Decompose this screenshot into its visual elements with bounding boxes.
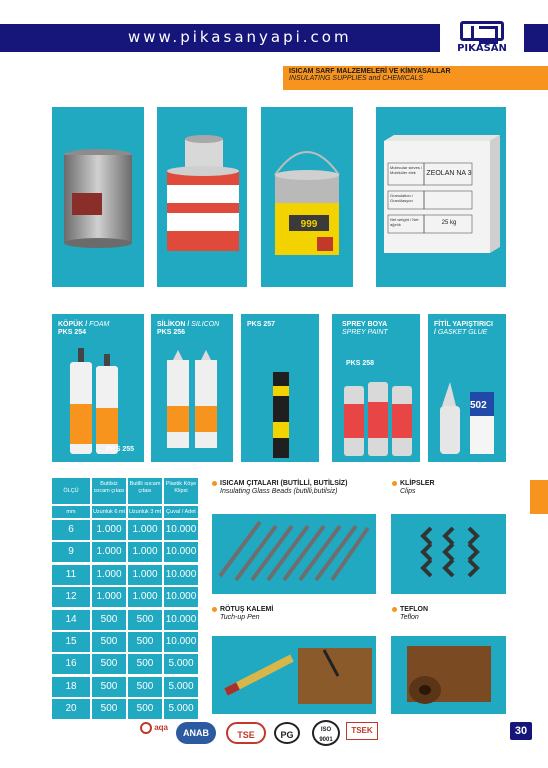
- table-cell-size: 18: [52, 677, 90, 697]
- section-pen-en: Tuch-up Pen: [220, 614, 260, 621]
- cert-anab-logo: ANAB: [176, 722, 216, 744]
- table-subheader: Çuval / Adet: [164, 506, 198, 518]
- product-foam-label: KÖPÜK / FOAM PKS 254: [58, 321, 110, 336]
- table-cell-value: 1.000: [128, 542, 162, 562]
- product-spray-en: SPREY PAINT: [342, 329, 388, 336]
- product-glue-tr: FİTİL YAPIŞTIRICI: [434, 321, 493, 328]
- photo-clips: [391, 514, 506, 594]
- product-foam-extra-code: PKS 255: [106, 446, 135, 453]
- table-cell-size: 14: [52, 610, 90, 630]
- zeolan-label-2: Granulation / Granülasyon: [390, 193, 413, 203]
- table-header-row: [52, 478, 198, 504]
- table-cell-value: 10.000: [164, 565, 198, 585]
- bullet-icon: [392, 481, 397, 486]
- zeolan-label-1: Molecular sieves / Moleküler elek: [390, 165, 423, 175]
- product-silicon: [151, 314, 233, 462]
- touch-pen-icon: [212, 636, 376, 714]
- table-row: [52, 542, 198, 562]
- product-silicon-code: PKS 256: [157, 329, 186, 336]
- section-title-en: INSULATING SUPPLIES and CHEMICALS: [289, 75, 424, 82]
- section-pen-tr: RÖTUŞ KALEMİ: [220, 606, 274, 613]
- table-cell-value: 500: [128, 632, 162, 652]
- product-silicon-label: SİLİKON / SILICON PKS 256: [157, 321, 220, 336]
- foam-cans-icon: [66, 344, 126, 456]
- teflon-roll-icon: [391, 636, 506, 714]
- table-cell-size: 9: [52, 542, 90, 562]
- silicon-tubes-icon: [163, 350, 223, 458]
- section-clips-en: Clips: [400, 488, 416, 495]
- table-subheader: Uzunluk 3 mt: [128, 506, 162, 518]
- table-row: [52, 520, 198, 540]
- zeolan-label-3: Net weight / Net ağırlık: [390, 217, 419, 227]
- table-cell-value: 5.000: [164, 654, 198, 674]
- photo-teflon: [391, 636, 506, 714]
- table-cell-value: 500: [128, 610, 162, 630]
- section-teflon-tr: TEFLON: [400, 606, 428, 613]
- section-beads-en: Insulating Glass Beads (butilli,butilsiz): [220, 488, 338, 495]
- cert-aqa-logo: [134, 722, 174, 734]
- photo-metal-bucket: [52, 107, 144, 287]
- table-header: Butilli ısıcam çıtası: [128, 478, 162, 504]
- section-title-bar: [283, 66, 548, 90]
- table-cell-value: 500: [128, 677, 162, 697]
- table-cell-value: 500: [92, 632, 126, 652]
- table-row: [52, 699, 198, 719]
- table-cell-value: 500: [92, 699, 126, 719]
- zeolan-weight: 25 kg: [441, 220, 457, 226]
- metal-bucket-icon: [52, 107, 144, 287]
- photo-touch-pen: [212, 636, 376, 714]
- table-cell-value: 500: [128, 654, 162, 674]
- cert-pg-logo: PG: [274, 722, 300, 744]
- table-cell-value: 10.000: [164, 587, 198, 607]
- product-pks257-code: PKS 257: [247, 321, 276, 328]
- table-row: [52, 610, 198, 630]
- table-cell-value: 5.000: [164, 699, 198, 719]
- bullet-icon: [212, 481, 217, 486]
- table-cell-size: 15: [52, 632, 90, 652]
- product-spray-label: [342, 321, 388, 337]
- section-teflon-en: Teflon: [400, 614, 419, 621]
- yellow-bucket-icon: [261, 107, 353, 287]
- table-header: ÖLÇÜ: [52, 478, 90, 504]
- website-url[interactable]: www.pikasanyapi.com: [128, 28, 352, 46]
- table-cell-value: 500: [92, 654, 126, 674]
- table-subheader-row: [52, 506, 198, 518]
- cert-aqa-text: aqa: [154, 723, 169, 733]
- table-row: [52, 587, 198, 607]
- aqa-ring-icon: [140, 722, 152, 734]
- bullet-icon: [212, 607, 217, 612]
- glue-bottles-icon: [434, 382, 500, 458]
- table-cell-value: 10.000: [164, 542, 198, 562]
- product-silicon-tr: SİLİKON: [157, 321, 186, 328]
- product-spray-tr: SPREY BOYA: [342, 321, 388, 328]
- product-gasket-glue: [428, 314, 506, 462]
- page-edge-tab: [530, 480, 548, 514]
- bullet-icon: [392, 607, 397, 612]
- logo-text: PIKASAN: [457, 43, 507, 54]
- section-pen-label: [212, 606, 273, 621]
- zeolan-name: ZEOLAN NA 3: [426, 170, 472, 177]
- table-cell-value: 1.000: [128, 565, 162, 585]
- table-cell-value: 1.000: [92, 565, 126, 585]
- table-cell-value: 1.000: [128, 520, 162, 540]
- bucket-label: 999: [300, 219, 318, 230]
- foam-gun-icon: [263, 372, 299, 458]
- photo-yellow-bucket: [261, 107, 353, 287]
- table-cell-value: 1.000: [92, 542, 126, 562]
- table-row: [52, 677, 198, 697]
- glass-beads-icon: [212, 514, 376, 594]
- table-cell-value: 10.000: [164, 632, 198, 652]
- section-teflon-label: [392, 606, 428, 621]
- table-cell-size: 6: [52, 520, 90, 540]
- product-foam: [52, 314, 144, 462]
- glue-label: 502: [470, 400, 487, 411]
- photo-paint-cans: [157, 107, 247, 287]
- product-silicon-en: SILICON: [191, 321, 220, 328]
- paint-cans-icon: [157, 107, 247, 287]
- corner-clips-icon: [391, 514, 506, 594]
- cert-iso-logo: ISO 9001: [312, 720, 340, 746]
- table-cell-value: 5.000: [164, 677, 198, 697]
- photo-zeolan-box: [376, 107, 506, 287]
- table-cell-value: 1.000: [92, 587, 126, 607]
- table-cell-size: 20: [52, 699, 90, 719]
- product-foam-code: PKS 254: [58, 329, 87, 336]
- table-header: Butilsiz ısıcam çıtası: [92, 478, 126, 504]
- section-beads-label: [212, 480, 347, 495]
- table-cell-size: 11: [52, 565, 90, 585]
- product-foam-tr: KÖPÜK: [58, 321, 84, 328]
- product-spray-code: PKS 258: [346, 360, 375, 367]
- table-subheader: Uzunluk 6 mt: [92, 506, 126, 518]
- section-clips-label: [392, 480, 435, 495]
- product-pks257: [241, 314, 319, 462]
- product-glue-label: FİTİL YAPIŞTIRICI / GASKET GLUE: [434, 321, 493, 336]
- page-number: 30: [510, 722, 532, 740]
- section-beads-tr: ISICAM ÇITALARI (BUTİLLİ, BUTİLSİZ): [220, 480, 348, 487]
- table-row: [52, 654, 198, 674]
- table-cell-value: 1.000: [92, 520, 126, 540]
- table-cell-value: 500: [128, 699, 162, 719]
- table-cell-size: 12: [52, 587, 90, 607]
- cert-tsek-logo: TSEK: [346, 722, 378, 740]
- photo-glass-beads: [212, 514, 376, 594]
- table-cell-value: 500: [92, 677, 126, 697]
- table-cell-value: 10.000: [164, 520, 198, 540]
- table-row: [52, 565, 198, 585]
- section-title-tr: ISICAM SARF MALZEMELERİ VE KİMYASALLAR: [289, 68, 451, 75]
- product-glue-en: GASKET GLUE: [437, 329, 488, 336]
- cert-tse-logo: TSE: [226, 722, 266, 744]
- table-cell-size: 16: [52, 654, 90, 674]
- table-row: [52, 632, 198, 652]
- table-cell-value: 1.000: [128, 587, 162, 607]
- section-clips-tr: KLİPSLER: [400, 480, 435, 487]
- spray-cans-icon: [342, 374, 412, 460]
- table-cell-value: 500: [92, 610, 126, 630]
- table-cell-value: 10.000: [164, 610, 198, 630]
- pikasan-logo: [440, 18, 524, 58]
- product-foam-en: FOAM: [89, 321, 110, 328]
- product-spray-paint: [332, 314, 420, 462]
- logo-mark-icon: [460, 21, 504, 41]
- table-header: Plastik Köşe Klipsi: [164, 478, 198, 504]
- table-subheader: mm: [52, 506, 90, 518]
